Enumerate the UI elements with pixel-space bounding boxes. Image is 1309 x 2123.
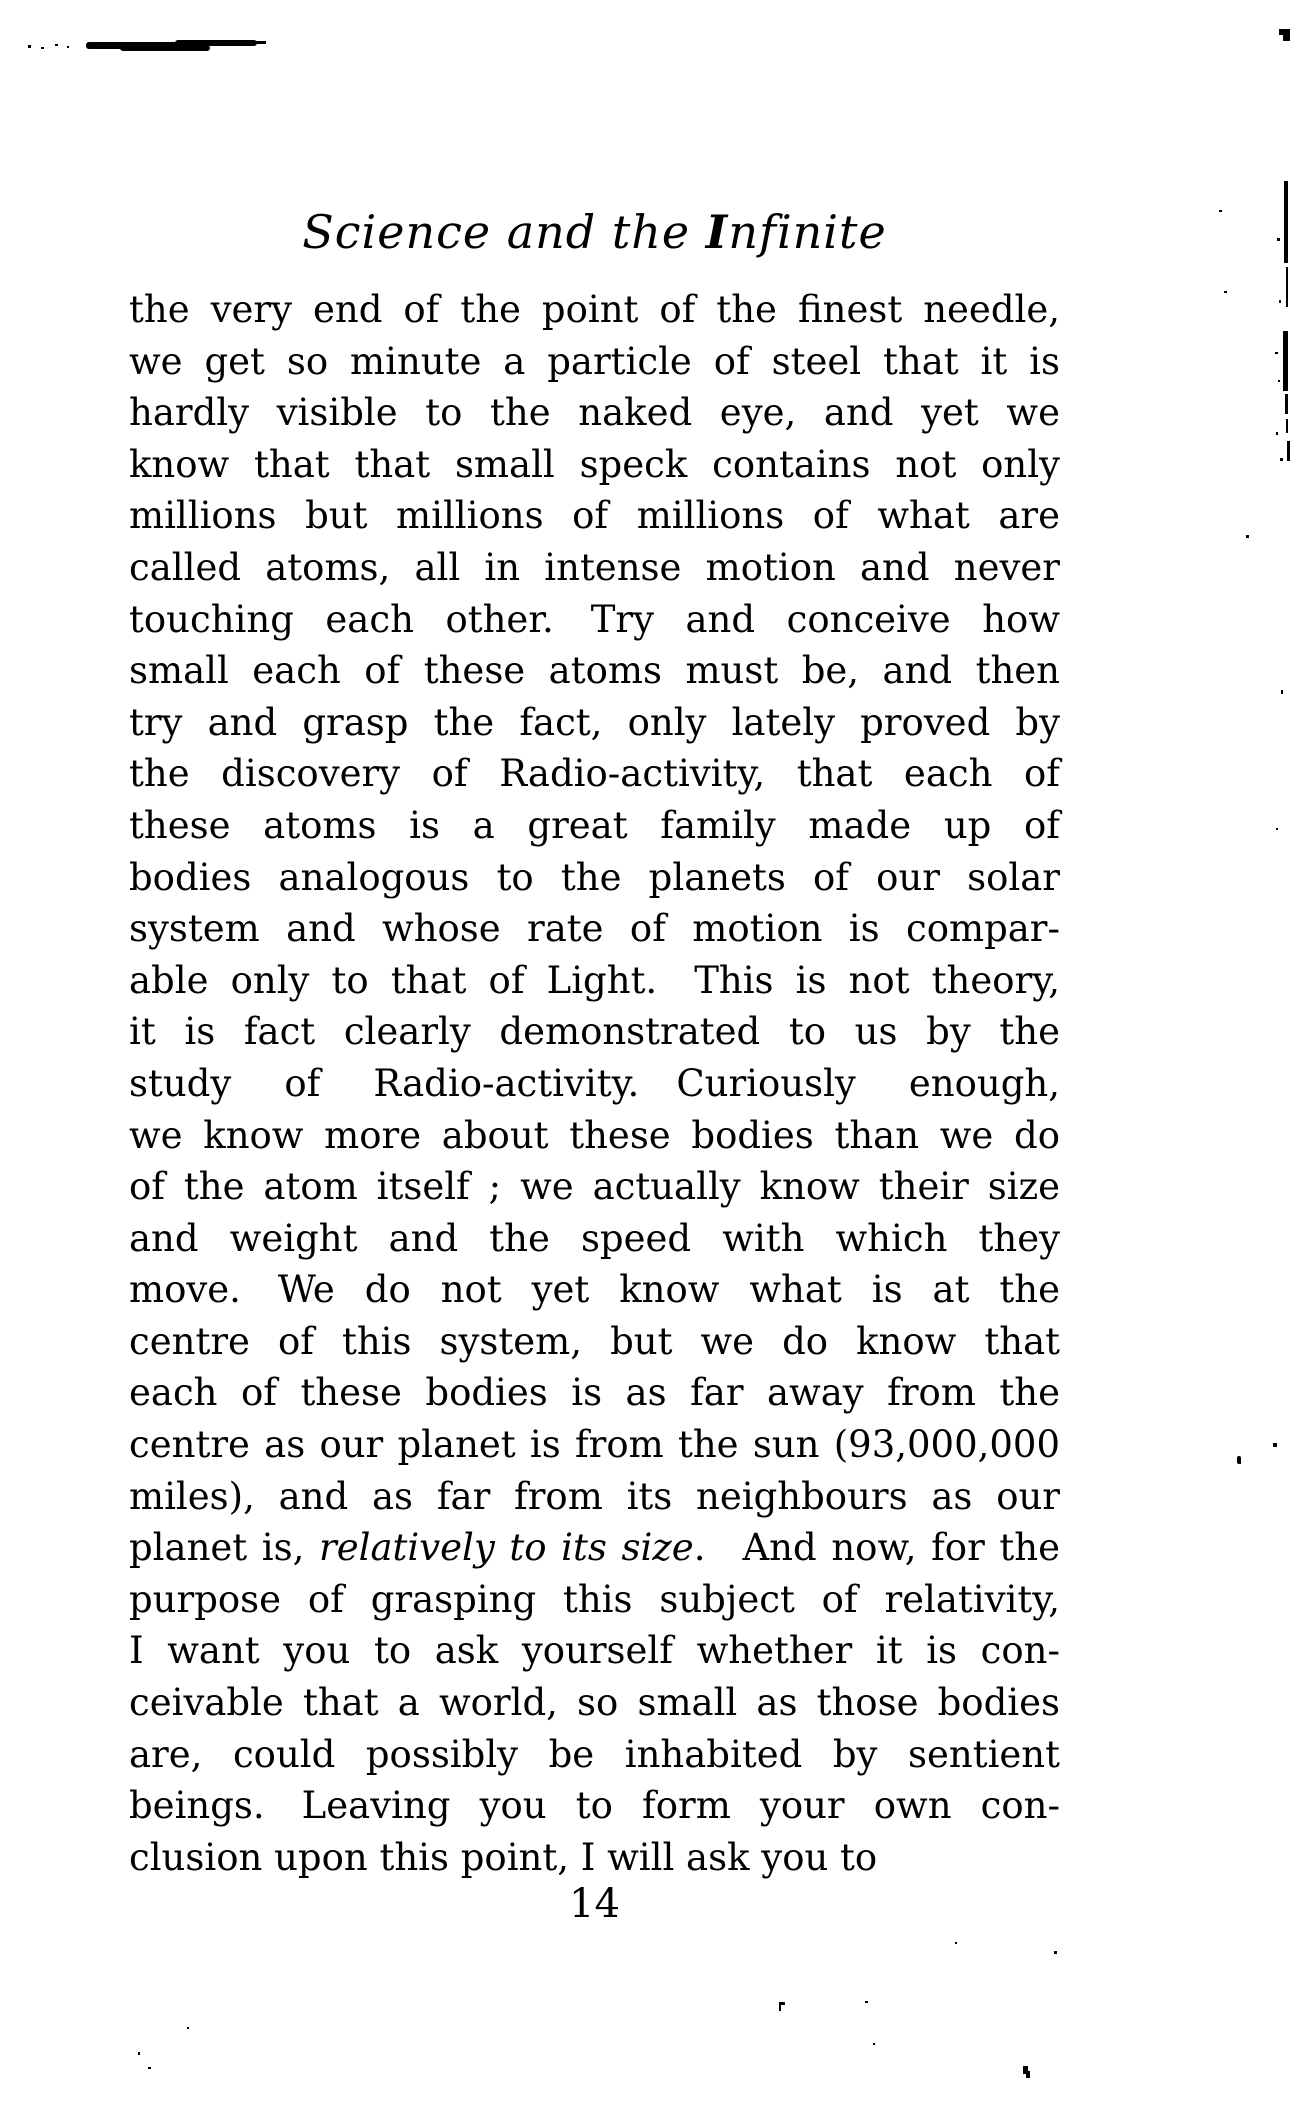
body-line [129,800,1060,852]
body-line [129,852,1060,904]
scan-speck [1280,458,1283,461]
body-line [129,439,1060,491]
body-line [129,1574,1060,1626]
scan-speck [955,1942,957,1944]
text-segment: planet is, [129,1526,320,1570]
body-line [129,1316,1060,1368]
body-line [129,594,1060,646]
body-line [129,284,1060,336]
text-segment: it is fact clearly demonstrated to us by the [129,1010,1060,1054]
body-line [129,1058,1060,1110]
body-line [129,748,1060,800]
scan-smudge [252,41,266,44]
text-segment: purpose of grasping this subject of relativity, [129,1577,1060,1621]
text-segment: these atoms is a great family made up of [129,803,1060,847]
scan-speck [1276,432,1278,435]
text-segment: we know more about these bodies than we do [129,1113,1060,1157]
scan-speck [187,2027,189,2029]
scan-speck [28,45,31,48]
text-segment: I want you to ask yourself whether it is con- [129,1629,1060,1673]
body-line [129,387,1060,439]
body-line [129,903,1060,955]
text-segment: centre of this system, but we do know that [129,1319,1060,1363]
text-segment: relatively to its size [319,1526,694,1570]
scan-smudge [175,40,257,46]
body-line [129,1161,1060,1213]
text-segment: study of Radio-activity. Curiously enough, [129,1061,1060,1105]
text-segment: touching each other. Try and conceive how [129,597,1060,641]
text-segment: millions but millions of millions of what are [129,494,1060,538]
text-segment: the very end of the point of the finest needle, [129,288,1060,331]
scan-speck [1237,1456,1241,1464]
gutter-line-segment [1285,394,1288,414]
body-line [129,1419,1060,1471]
scan-blot [1026,2071,1030,2078]
body-line [129,1006,1060,1058]
scan-speck [41,47,44,49]
page-number: 14 [569,1881,620,1927]
text-segment: and weight and the speed with which they [129,1216,1060,1260]
text-segment: able only to that of Light. This is not theory, [129,958,1060,1002]
body-line [129,1729,1060,1781]
text-segment: hardly visible to the naked eye, and yet we [129,391,1060,435]
scan-speck [1246,535,1249,538]
scan-blot [1283,35,1290,41]
scan-speck [1276,828,1278,830]
scan-speck [1224,291,1227,293]
body-line [129,645,1060,697]
body-line [129,1677,1060,1729]
body-line [129,1367,1060,1419]
scan-speck [67,46,69,48]
scan-speck [1275,352,1278,354]
page-title [129,206,1060,258]
text-segment: are, could possibly be inhabited by sentient [129,1732,1060,1776]
text-segment: know that that small speck contains not only [129,442,1060,486]
scan-speck [1219,210,1222,212]
text-segment: . And now, for the [693,1526,1061,1570]
scan-speck [1278,380,1280,382]
body-line [129,1780,1060,1832]
scan-speck [138,2052,140,2055]
text-segment: of the atom itself ; we actually know their size [129,1165,1060,1209]
body-line [129,697,1060,749]
body-line [129,1110,1060,1162]
body-text [129,284,1060,1883]
text-segment: miles), and as far from its neighbours as our [129,1474,1060,1518]
text-segment: move. We do not yet know what is at the [129,1268,1060,1312]
text-segment: I [705,205,729,259]
body-line [129,1522,1060,1574]
scan-speck [1273,1443,1277,1447]
body-line [129,490,1060,542]
scan-speck [1277,238,1280,241]
gutter-line-segment [1287,441,1290,461]
text-segment: beings. Leaving you to form your own con- [129,1784,1060,1828]
scan-speck [1054,1951,1057,1954]
text-segment: ceivable that a world, so small as those bodies [129,1681,1060,1725]
scan-speck [865,2001,868,2003]
body-line [129,1213,1060,1265]
scan-speck [55,44,58,46]
text-segment: clusion upon this point, I will ask you to [129,1835,878,1879]
scan-speck [1281,690,1283,694]
scan-speck [148,2067,151,2069]
text-segment: nfinite [728,205,887,259]
scan-speck [873,2043,875,2045]
text-segment: Science and the [302,205,706,259]
text-segment: try and grasp the fact, only lately proved by [129,700,1060,744]
scan-speck [1279,300,1281,303]
text-segment: called atoms, all in intense motion and never [129,545,1060,589]
text-segment: small each of these atoms must be, and then [129,649,1060,693]
body-line [129,1625,1060,1677]
body-line [129,542,1060,594]
body-line [129,1264,1060,1316]
scan-speck [779,2004,781,2011]
gutter-line-segment [1283,331,1288,391]
text-segment: we get so minute a particle of steel that it is [129,339,1060,383]
body-line [129,336,1060,388]
text-segment: bodies analogous to the planets of our solar [129,855,1060,899]
body-line [129,1832,1060,1884]
text-segment: centre as our planet is from the sun (93,000,000 [129,1423,1060,1467]
body-line [129,1471,1060,1523]
gutter-line-segment [1286,267,1288,307]
text-segment: each of these bodies is as far away from the [129,1371,1060,1415]
gutter-line-segment [1284,181,1288,263]
text-segment: the discovery of Radio-activity, that each of [129,752,1060,796]
body-line [129,955,1060,1007]
text-segment: system and whose rate of motion is compar- [129,907,1060,951]
gutter-line-segment [1286,419,1288,433]
